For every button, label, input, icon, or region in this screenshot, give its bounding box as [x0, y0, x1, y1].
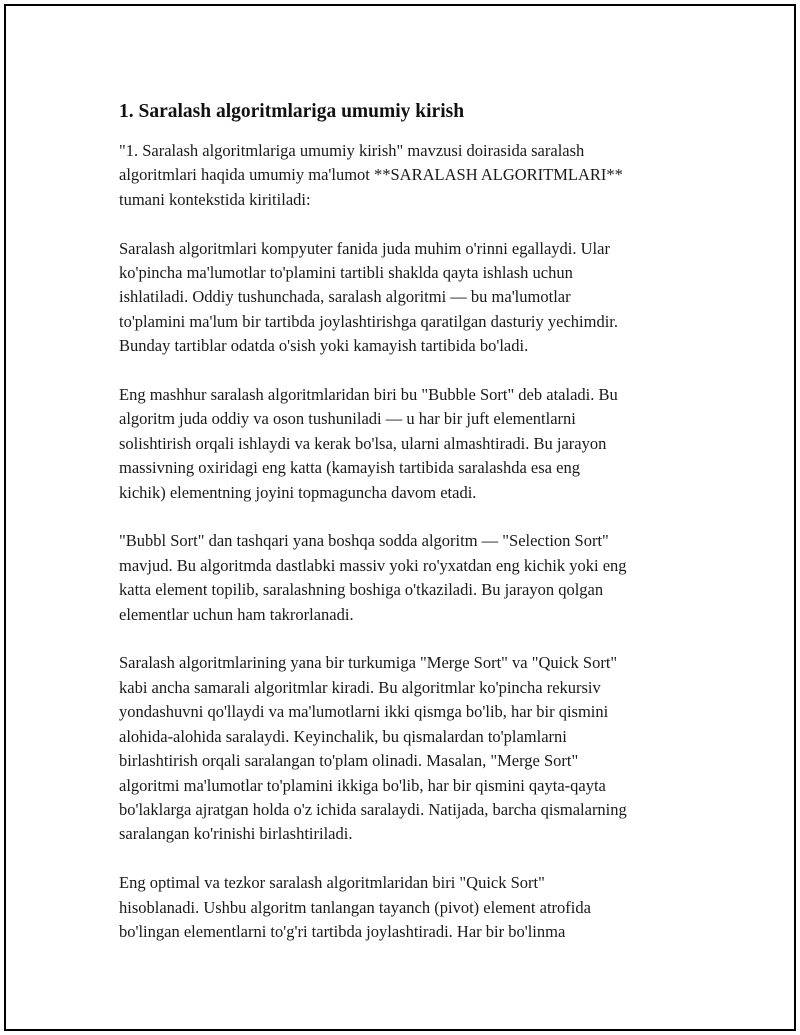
- document-title: 1. Saralash algoritmlariga umumiy kirish: [119, 101, 465, 122]
- paragraph-overview: [119, 237, 699, 359]
- text-line: saralangan ko'rinishi birlashtiriladi.: [119, 824, 353, 844]
- text-line: hisoblanadi. Ushbu algoritm tanlangan tayanch (pivot) element atrofida: [119, 897, 591, 917]
- text-line: massivning oxiridagi eng katta (kamayish tartibida saralashda esa eng: [119, 458, 580, 478]
- text-line: kichik) elementning joyini topmaguncha davom etadi.: [119, 482, 477, 502]
- page-frame: [4, 4, 796, 1031]
- text-line: ishlatiladi. Oddiy tushunchada, saralash algoritmi — bu ma'lumotlar: [119, 287, 571, 307]
- text-line: algoritm juda oddiy va oson tushuniladi — u har bir juft elementlarni: [119, 409, 576, 429]
- text-line: algoritmlari haqida umumiy ma'lumot **SARALASH ALGORITMLARI**: [119, 165, 623, 185]
- text-line: "Bubbl Sort" dan tashqari yana boshqa sodda algoritm — "Selection Sort": [119, 531, 609, 551]
- text-line: yondashuvni qo'llaydi va ma'lumotlarni ikki qismga bo'lib, har bir qismini: [119, 702, 609, 722]
- text-line: Saralash algoritmlarining yana bir turkumiga "Merge Sort" va "Quick Sort": [119, 653, 618, 673]
- text-line: Bunday tartiblar odatda o'sish yoki kamayish tartibida bo'ladi.: [119, 336, 529, 356]
- text-line: to'plamini ma'lum bir tartibda joylashtirishga qaratilgan dasturiy yechimdir.: [119, 311, 619, 331]
- paragraph-quick-sort: [119, 871, 699, 944]
- text-line: Saralash algoritmlari kompyuter fanida juda muhim o'rinni egallaydi. Ular: [119, 238, 610, 258]
- text-line: bo'laklarga ajratgan holda o'z ichida saralaydi. Natijada, barcha qismalarning: [119, 799, 627, 819]
- paragraph-intro: [119, 139, 699, 212]
- paragraph-bubble-sort: [119, 383, 699, 505]
- text-line: Eng mashhur saralash algoritmlaridan biri bu "Bubble Sort" deb ataladi. Bu: [119, 385, 618, 405]
- text-line: alohida-alohida saralaydi. Keyinchalik, bu qismalardan to'plamlarni: [119, 726, 567, 746]
- text-line: elementlar uchun ham takrorlanadi.: [119, 604, 354, 624]
- text-line: kabi ancha samarali algoritmlar kiradi. Bu algoritmlar ko'pincha rekursiv: [119, 677, 601, 697]
- text-line: tumani kontekstida kiritiladi:: [119, 189, 311, 209]
- text-line: "1. Saralash algoritmlariga umumiy kirish" mavzusi doirasida saralash: [119, 141, 585, 160]
- text-line: mavjud. Bu algoritmda dastlabki massiv yoki ro'yxatdan eng kichik yoki eng: [119, 555, 627, 575]
- text-line: algoritmi ma'lumotlar to'plamini ikkiga bo'lib, har bir qismini qayta-qayta: [119, 775, 606, 795]
- text-line: bo'lingan elementlarni to'g'ri tartibda joylashtiradi. Har bir bo'linma: [119, 921, 566, 941]
- paragraph-selection-sort: [119, 529, 699, 627]
- text-line: Eng optimal va tezkor saralash algoritmlaridan biri "Quick Sort": [119, 873, 545, 893]
- text-line: katta element topilib, saralashning boshiga o'tkaziladi. Bu jarayon qolgan: [119, 580, 604, 600]
- paragraph-merge-quick-sort: [119, 651, 699, 846]
- text-line: birlashtirish orqali saralangan to'plam olinadi. Masalan, "Merge Sort": [119, 751, 579, 771]
- document-body: [119, 100, 699, 969]
- text-line: ko'pincha ma'lumotlar to'plamini tartibli shaklda qayta ishlash uchun: [119, 263, 573, 283]
- text-line: solishtirish orqali ishlaydi va kerak bo'lsa, ularni almashtiradi. Bu jarayon: [119, 433, 607, 453]
